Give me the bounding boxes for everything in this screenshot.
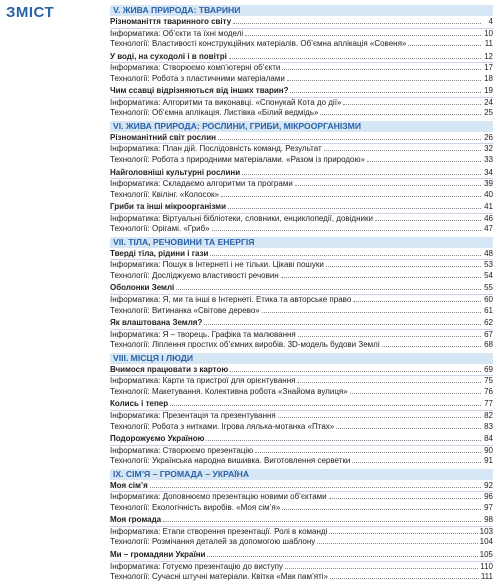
dot-leader xyxy=(343,98,481,105)
page-number: 84 xyxy=(484,434,493,444)
entry-title: Технології: Орігамі. «Гриб» xyxy=(110,224,210,234)
dot-leader xyxy=(329,527,477,534)
section-heading: VII. ТІЛА, РЕЧОВИНИ ТА ЕНЕРГІЯ xyxy=(110,237,493,248)
page-number: 75 xyxy=(484,376,493,386)
entry-title: Чим ссавці відрізняються від інших тварин? xyxy=(110,86,289,96)
dot-leader xyxy=(262,306,481,313)
toc-title: ЗМІСТ xyxy=(6,4,55,21)
entry-title: Різноманіття тваринного світу xyxy=(110,17,232,26)
toc-subentry[interactable] xyxy=(110,108,493,119)
dot-leader xyxy=(317,537,477,544)
dot-leader xyxy=(176,283,481,290)
dot-leader xyxy=(290,86,481,93)
toc-subentry[interactable] xyxy=(110,98,493,109)
toc-block xyxy=(110,550,493,583)
toc-topic-entry[interactable] xyxy=(110,202,493,213)
page-number: 33 xyxy=(484,155,493,165)
entry-title: Технології: Українська народна вишивка. Виготовлення серветки xyxy=(110,456,351,466)
dot-leader xyxy=(245,29,481,36)
toc-subentry[interactable] xyxy=(110,39,493,50)
page-number: 54 xyxy=(484,270,493,280)
entry-title: Інформатика: Створюємо презентацію xyxy=(110,445,254,455)
toc-block xyxy=(110,481,493,514)
dot-leader xyxy=(281,271,481,278)
toc-content xyxy=(110,4,493,585)
toc-subentry[interactable] xyxy=(110,456,493,467)
entry-title: Інформатика: Створюємо комп’ютерні об’єкти xyxy=(110,63,281,73)
toc-topic-entry[interactable] xyxy=(110,550,493,561)
dot-leader xyxy=(326,260,481,267)
dot-leader xyxy=(353,295,481,302)
toc-topic-entry[interactable] xyxy=(110,249,493,260)
dot-leader xyxy=(336,422,481,429)
entry-title: Технології: Робота з нитками. Ігрова лялька-мотанка «Птах» xyxy=(110,421,335,431)
entry-title: Колись і тепер xyxy=(110,399,169,409)
entry-title: Інформатика: Об’єкти та їхні моделі xyxy=(110,28,244,38)
dot-leader xyxy=(352,456,481,463)
page-number: 53 xyxy=(484,260,493,270)
dot-leader xyxy=(163,515,481,522)
toc-topic-entry[interactable] xyxy=(110,434,493,445)
dot-leader xyxy=(330,572,479,579)
toc-block xyxy=(110,133,493,166)
toc-subentry[interactable] xyxy=(110,446,493,457)
dot-leader xyxy=(297,376,481,383)
page-number: 97 xyxy=(484,502,493,512)
page-number: 111 xyxy=(480,572,493,582)
entry-title: Тверді тіла, рідини і гази xyxy=(110,248,209,258)
page-number: 83 xyxy=(484,421,493,431)
entry-title: Технології: Розмічання деталей за допомогою шаблону xyxy=(110,537,316,547)
page-number: 4 xyxy=(488,17,493,26)
dot-leader xyxy=(382,340,481,347)
page-number: 76 xyxy=(484,386,493,396)
dot-leader xyxy=(210,249,481,256)
page-number: 60 xyxy=(484,295,493,305)
entry-title: Подорожуємо Україною xyxy=(110,434,205,444)
toc-subentry[interactable] xyxy=(110,155,493,166)
page-number: 96 xyxy=(484,492,493,502)
entry-title: Технології: Ліплення простих об’ємних виробів. 3D-модель будови Землі xyxy=(110,340,380,350)
toc-subentry[interactable] xyxy=(110,503,493,514)
toc-subentry[interactable] xyxy=(110,29,493,40)
toc-subentry[interactable] xyxy=(110,295,493,306)
toc-block xyxy=(110,168,493,201)
dot-leader xyxy=(255,446,481,453)
toc-block xyxy=(110,365,493,398)
entry-title: Технології: Макетування. Колективна робота «Знайома вулиця» xyxy=(110,386,348,396)
toc-subentry[interactable] xyxy=(110,537,493,548)
section-heading: VIII. МІСЦЯ І ЛЮДИ xyxy=(110,353,493,364)
toc-subentry[interactable] xyxy=(110,271,493,282)
toc-subentry[interactable] xyxy=(110,214,493,225)
entry-title: Вчимося працювати з картою xyxy=(110,364,229,374)
page-number: 46 xyxy=(484,213,493,223)
toc-topic-entry[interactable] xyxy=(110,399,493,410)
page-number: 62 xyxy=(484,318,493,328)
entry-title: Інформатика: План дій. Послідовність команд. Результат xyxy=(110,144,322,154)
page-number: 17 xyxy=(484,63,493,73)
toc-block xyxy=(110,17,493,50)
entry-title: Технології: Квілінг. «Колосок» xyxy=(110,189,219,199)
page-number: 110 xyxy=(480,561,493,571)
dot-leader xyxy=(320,108,481,115)
toc-subentry[interactable] xyxy=(110,144,493,155)
dot-leader xyxy=(230,365,481,372)
toc-topic-entry[interactable] xyxy=(110,283,493,294)
dot-leader xyxy=(329,492,481,499)
section-heading: IX. СІМ’Я – ГРОМАДА – УКРАЇНА xyxy=(110,469,493,480)
entry-title: Найголовніші культурні рослини xyxy=(110,167,241,177)
section-heading: V. ЖИВА ПРИРОДА: ТВАРИНИ xyxy=(110,5,493,16)
toc-subentry[interactable] xyxy=(110,306,493,317)
dot-leader xyxy=(282,503,481,510)
page-number: 12 xyxy=(484,51,493,61)
toc-subentry[interactable] xyxy=(110,376,493,387)
dot-leader xyxy=(233,17,481,24)
entry-title: Ми – громадяни України xyxy=(110,549,206,559)
dot-leader xyxy=(408,39,481,46)
toc-block xyxy=(110,318,493,351)
dot-leader xyxy=(170,399,481,406)
toc-subentry[interactable] xyxy=(110,411,493,422)
toc-subentry[interactable] xyxy=(110,260,493,271)
dot-leader xyxy=(204,318,481,325)
page-number: 55 xyxy=(484,283,493,293)
dot-leader xyxy=(229,52,481,59)
page-number: 41 xyxy=(484,202,493,212)
page-number: 40 xyxy=(484,189,493,199)
toc-subentry[interactable] xyxy=(110,179,493,190)
dot-leader xyxy=(228,202,481,209)
toc-block xyxy=(110,52,493,85)
dot-leader xyxy=(221,190,481,197)
toc-block xyxy=(110,86,493,119)
page-number: 39 xyxy=(484,179,493,189)
page-number: 82 xyxy=(484,410,493,420)
toc-block xyxy=(110,283,493,316)
toc-subentry[interactable] xyxy=(110,63,493,74)
entry-title: Технології: Досліджуємо властивості речовин xyxy=(110,270,279,280)
toc-subentry[interactable] xyxy=(110,572,493,583)
toc-block xyxy=(110,515,493,548)
page-number: 19 xyxy=(484,86,493,96)
dot-leader xyxy=(282,63,481,70)
dot-leader xyxy=(367,155,481,162)
section-heading: VI. ЖИВА ПРИРОДА: РОСЛИНИ, ГРИБИ, МІКРООРГАНІЗМИ xyxy=(110,121,493,132)
toc-block xyxy=(110,202,493,235)
entry-title: Інформатика: Складаємо алгоритми та програми xyxy=(110,179,293,189)
entry-title: Технології: Властивості конструкційних матеріалів. Об’ємна аплікація «Совеня» xyxy=(110,39,407,49)
dot-leader xyxy=(150,481,481,488)
toc-topic-entry[interactable] xyxy=(110,17,493,28)
dot-leader xyxy=(285,562,478,569)
dot-leader xyxy=(207,550,477,557)
page-number: 91 xyxy=(484,456,493,466)
page-number: 77 xyxy=(484,399,493,409)
page-number: 98 xyxy=(484,515,493,525)
toc-subentry[interactable] xyxy=(110,387,493,398)
toc-subentry[interactable] xyxy=(110,190,493,201)
page-number: 32 xyxy=(484,144,493,154)
page-number: 104 xyxy=(479,537,493,547)
entry-title: Моя сім’я xyxy=(110,480,148,490)
toc-topic-entry[interactable] xyxy=(110,481,493,492)
toc-subentry[interactable] xyxy=(110,340,493,351)
entry-title: Інформатика: Я, ми та інші в Інтернеті. Етика та авторське право xyxy=(110,295,352,305)
dot-leader xyxy=(278,411,481,418)
page-number: 92 xyxy=(484,480,493,490)
page-number: 11 xyxy=(484,39,493,49)
entry-title: Гриби та інші мікроорганізми xyxy=(110,202,227,212)
page-number: 47 xyxy=(484,224,493,234)
page-number: 10 xyxy=(484,28,493,38)
page-number: 67 xyxy=(484,329,493,339)
entry-title: Інформатика: Я – творець. Графіка та малювання xyxy=(110,329,296,339)
entry-title: Моя громада xyxy=(110,515,162,525)
dot-leader xyxy=(212,224,481,231)
entry-title: Інформатика: Презентація та презентування xyxy=(110,410,276,420)
dot-leader xyxy=(287,74,481,81)
page-number: 34 xyxy=(484,167,493,177)
entry-title: Різноманітний світ рослин xyxy=(110,132,216,142)
page-number: 26 xyxy=(484,132,493,142)
entry-title: Як влаштована Земля? xyxy=(110,318,203,328)
page-number: 24 xyxy=(484,97,493,107)
toc-topic-entry[interactable] xyxy=(110,318,493,329)
toc-topic-entry[interactable] xyxy=(110,86,493,97)
page-number: 25 xyxy=(484,108,493,118)
page-number: 68 xyxy=(484,340,493,350)
page-number: 48 xyxy=(484,248,493,258)
toc-subentry[interactable] xyxy=(110,562,493,573)
toc-subentry[interactable] xyxy=(110,74,493,85)
toc-topic-entry[interactable] xyxy=(110,133,493,144)
toc-block xyxy=(110,249,493,282)
page-number: 90 xyxy=(484,445,493,455)
entry-title: Інформатика: Алгоритми та виконавці. «Спонукай Кота до дії» xyxy=(110,97,342,107)
entry-title: Технології: Робота з природними матеріалами. «Разом із природою» xyxy=(110,155,365,165)
dot-leader xyxy=(242,168,481,175)
entry-title: Технології: Робота з пластичними матеріалами xyxy=(110,73,285,83)
page-number: 103 xyxy=(479,526,493,536)
dot-leader xyxy=(206,434,481,441)
toc-block xyxy=(110,399,493,432)
toc-subentry[interactable] xyxy=(110,224,493,235)
toc-topic-entry[interactable] xyxy=(110,515,493,526)
page-number: 18 xyxy=(484,73,493,83)
dot-leader xyxy=(375,214,481,221)
entry-title: Технології: Екологічність виробів. «Моя сім’я» xyxy=(110,502,281,512)
entry-title: Інформатика: Доповнюємо презентацію новими об’єктами xyxy=(110,492,327,502)
toc-subentry[interactable] xyxy=(110,422,493,433)
dot-leader xyxy=(218,133,481,140)
page-number: 61 xyxy=(484,305,493,315)
dot-leader xyxy=(350,387,481,394)
entry-title: Технології: Витинанка «Світове дерево» xyxy=(110,305,260,315)
dot-leader xyxy=(295,179,481,186)
dot-leader xyxy=(324,144,481,151)
entry-title: Інформатика: Карти та пристрої для орієнтування xyxy=(110,376,296,386)
entry-title: Оболонки Землі xyxy=(110,283,175,293)
entry-title: Інформатика: Етапи створення презентації. Ролі в команді xyxy=(110,526,328,536)
entry-title: Інформатика: Пошук в Інтернеті і не тільки. Цікаві пошуки xyxy=(110,260,324,270)
toc-block xyxy=(110,434,493,467)
toc-topic-entry[interactable] xyxy=(110,52,493,63)
entry-title: Інформатика: Готуємо презентацію до виступу xyxy=(110,561,283,571)
entry-title: У воді, на суходолі і в повітрі xyxy=(110,51,227,61)
toc-subentry[interactable] xyxy=(110,527,493,538)
page-number: 105 xyxy=(479,549,493,559)
toc-topic-entry[interactable] xyxy=(110,365,493,376)
dot-leader xyxy=(298,330,481,337)
entry-title: Технології: Об’ємна аплікація. Листівка «Білий ведмідь» xyxy=(110,108,319,118)
toc-subentry[interactable] xyxy=(110,330,493,341)
entry-title: Технології: Сучасні штучні матеріали. Квітка «Мак пам’яті» xyxy=(110,572,328,582)
toc-subentry[interactable] xyxy=(110,492,493,503)
page-number: 69 xyxy=(484,364,493,374)
toc-topic-entry[interactable] xyxy=(110,168,493,179)
entry-title: Інформатика: Віртуальні бібліотеки, словники, енциклопедії, довідники xyxy=(110,213,373,223)
